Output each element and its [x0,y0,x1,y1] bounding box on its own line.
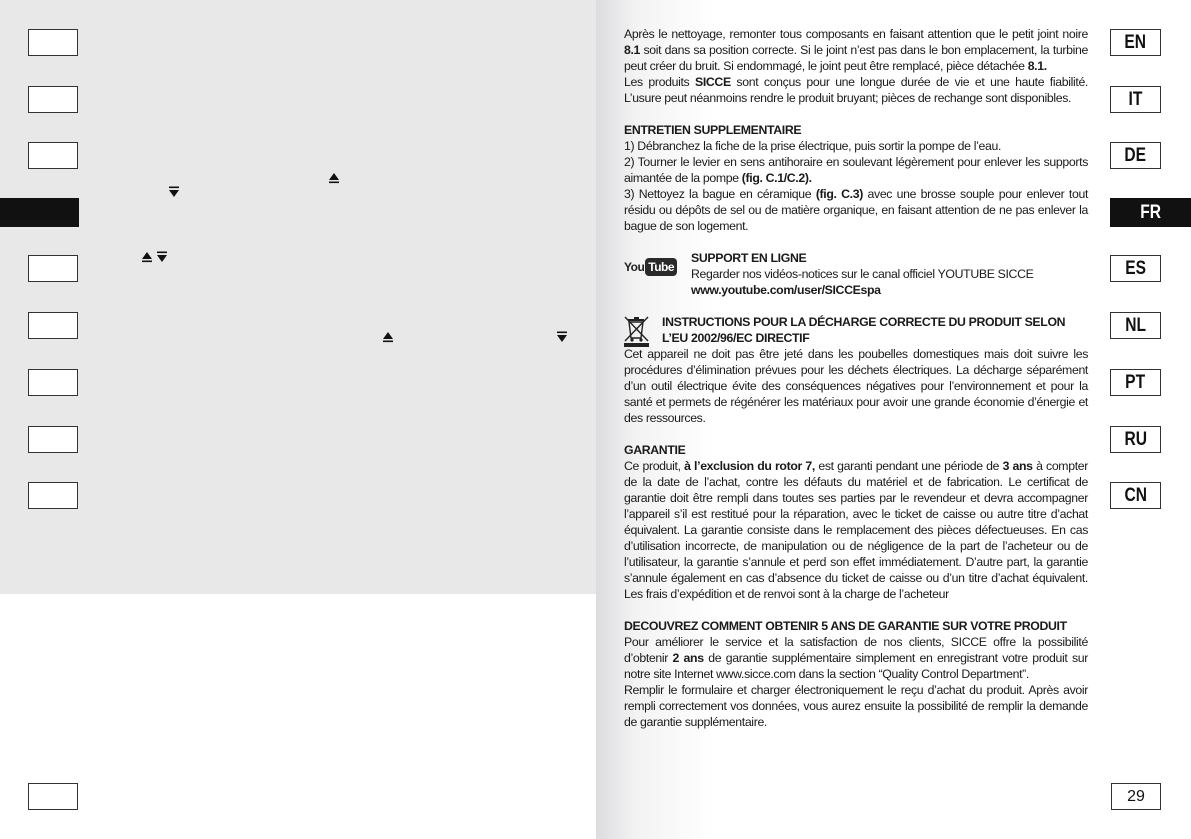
up-arrow-icon [382,331,394,345]
left-language-box [28,29,78,56]
youtube-logo-icon: You Tube [624,256,678,278]
left-language-box [28,426,78,453]
maintenance-heading: ENTRETIEN SUPPLEMENTAIRE [624,123,802,137]
support-text: Regarder nos vidéos-notices sur le canal officiel YOUTUBE SICCE [691,267,1034,281]
left-language-box [28,255,78,282]
down-arrow-icon [168,186,180,200]
language-tab-ru[interactable]: RU [1110,426,1161,453]
left-language-box-active [0,198,79,227]
support-url[interactable]: www.youtube.com/user/SICCEspa [691,283,881,297]
disposal-heading-row [624,314,1088,348]
intro-paragraph-1: Après le nettoyage, remonter tous composants en faisant attention que le petit joint noire 8.1 soit dans sa position correcte. Si le joint n’est pas dans le bon emplacement, la turbine peut créer du bruit. Si endommagé, le joint peut être remplacé, pièce détachée 8.1. [624,27,1088,73]
language-tab-es[interactable]: ES [1110,255,1161,282]
language-tab-pt[interactable]: PT [1110,369,1161,396]
left-language-box [28,369,78,396]
left-page-background [0,0,596,594]
language-tab-fr[interactable]: FR [1110,198,1191,227]
left-language-box [28,312,78,339]
up-arrow-icon [141,251,153,265]
language-tab-cn[interactable]: CN [1110,482,1161,509]
language-tab-nl[interactable]: NL [1110,312,1161,339]
weee-bin-icon [624,314,650,348]
down-arrow-icon [556,331,568,345]
maintenance-step-1: 1) Débranchez la fiche de la prise électrique, puis sortir la pompe de l’eau. [624,139,1002,153]
up-arrow-icon [328,172,340,186]
left-page-number-box [28,783,78,810]
maintenance-step-2: 2) Tourner le levier en sens antihoraire en soulevant légèrement pour enlever les supports aimantée de la pompe (fig. C.1/C.2). [624,155,1088,185]
intro-paragraph-2: Les produits SICCE sont conçus pour une longue durée de vie et une haute fiabilité. L’usure peut néanmoins rendre le produit bruyant; pièces de rechange sont disponibles. [624,75,1088,105]
maintenance-step-3: 3) Nettoyez la bague en céramique (fig. C.3) avec une brosse souple pour enlever tout résidu ou dépôts de sel ou de matière organique, en faisant attention de ne pas enlever la bague de son logement. [624,187,1089,233]
content-column [624,26,1088,730]
page-number: 29 [1111,783,1161,810]
language-tab-de[interactable]: DE [1110,142,1161,169]
disposal-text: Cet appareil ne doit pas être jeté dans les poubelles domestiques mais doit suivre les procédures d’élimination prévues pour les déchets électriques. La décharge séparément d’un outil électrique évite des conséquences négatives pour l’environnement et pour la santé et permets de régénérer les matériaux pour avoir une grande économie d’énergie et des ressources. [624,347,1088,425]
left-language-box [28,86,78,113]
support-heading: SUPPORT EN LIGNE [691,251,807,265]
language-tab-it[interactable]: IT [1110,86,1161,113]
down-arrow-icon [156,251,168,265]
warranty-text: Ce produit, à l’exclusion du rotor 7, est garanti pendant une période de 3 ans à compter de la date de l’achat, contre les défauts du matériel et de fabrication. Le certificat de garantie doit être rempli dans toutes ses parties par le revendeur et devra accompagner l’appareil s’il est restitué pour la réparation, avec le ticket de caisse ou autre titre d’achat équivalent. La garantie consiste dans le remplacement des pièces défectueuses. En cas d’utilisation incorrecte, de manipulation ou de négligence de la part de l’acheteur ou de l’utilisateur, la garantie s’annule et perd son effet immédiatement. D’autre part, la garantie s’annule également en cas d’absence du ticket de caisse ou d’un titre d’achat équivalent. Les frais d’expédition et de renvoi sont à la charge de l’acheteur [624,459,1088,601]
left-language-box [28,142,78,169]
support-section [624,250,1088,298]
warranty-heading: GARANTIE [624,443,686,457]
extended-warranty-text-2: Remplir le formulaire et charger électroniquement le reçu d’achat du produit. Après avoir rempli correctement vos données, vous aurez ensuite la possibilité de remplir la demande de garantie supplémentaire. [624,683,1088,729]
extended-warranty-heading: DECOUVREZ COMMENT OBTENIR 5 ANS DE GARANTIE SUR VOTRE PRODUIT [624,619,1067,633]
left-language-box [28,482,78,509]
language-tab-en[interactable]: EN [1110,29,1161,56]
disposal-heading: INSTRUCTIONS POUR LA DÉCHARGE CORRECTE DU PRODUIT SELON L’EU 2002/96/EC DIRECTIF [662,315,1066,345]
extended-warranty-text: Pour améliorer le service et la satisfaction de nos clients, SICCE offre la possibilité d’obtenir 2 ans de garantie supplémentaire simplement en enregistrant votre produit sur notre site Internet www.sicce.com dans la section “Quality Control Department”. [624,635,1089,681]
